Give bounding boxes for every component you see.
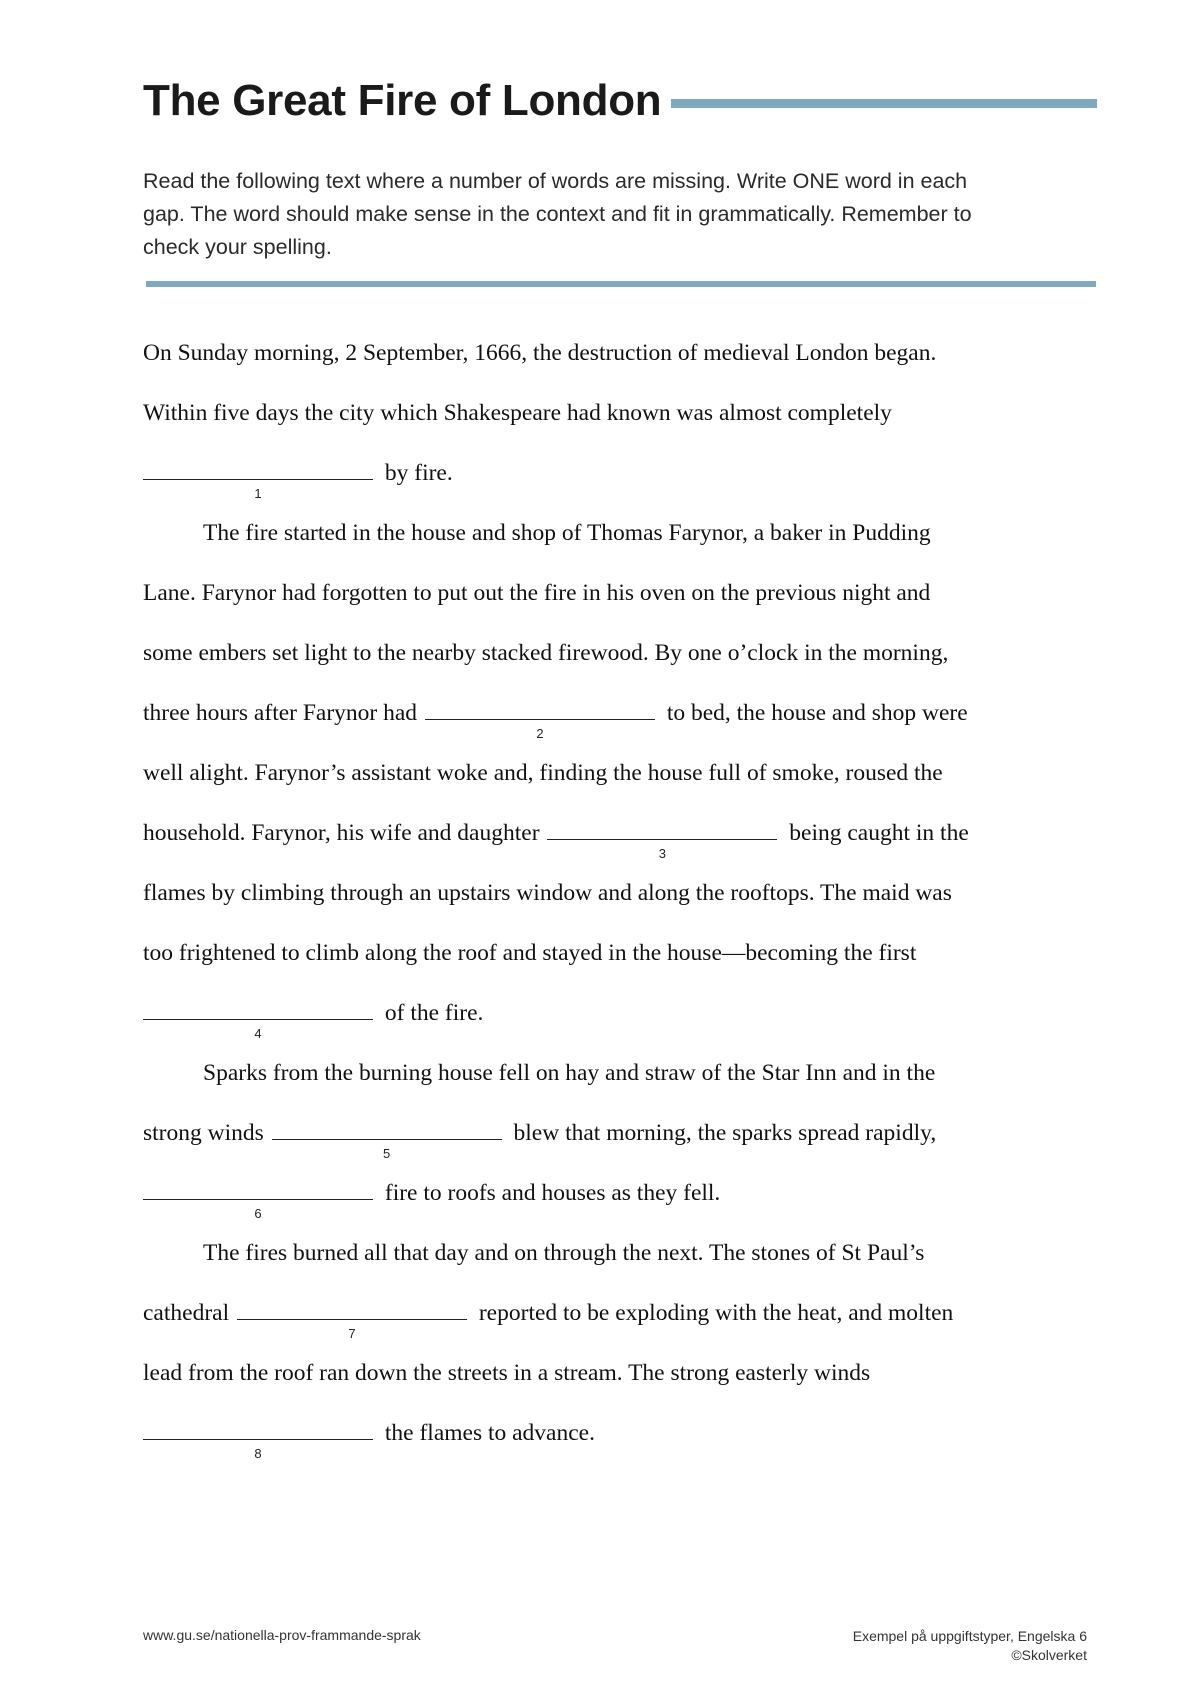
gap-number: 6: [254, 1206, 262, 1221]
text-segment: Lane. Farynor had forgotten to put out the fire in his oven on the previous night and: [143, 580, 931, 606]
text-segment: well alight. Farynor’s assistant woke and, finding the house full of smoke, roused the: [143, 760, 943, 786]
text-segment: reported to be exploding with the heat, and molten: [478, 1300, 954, 1326]
page-title: The Great Fire of London: [143, 76, 662, 125]
gap-3[interactable]: [547, 838, 777, 861]
text-segment: three hours after Farynor had: [143, 700, 418, 726]
text-segment: cathedral: [143, 1300, 230, 1326]
gap-6[interactable]: [143, 1198, 373, 1221]
text-line: [143, 580, 930, 620]
gap-8[interactable]: [143, 1438, 373, 1461]
text-line: [143, 1360, 870, 1400]
text-line: [143, 940, 916, 980]
text-line: [143, 880, 952, 920]
gap-4[interactable]: [143, 1018, 373, 1041]
gap-number: 2: [536, 726, 544, 741]
title-rule: [671, 99, 1097, 108]
instructions-line: Read the following text where a number of words are missing. Write ONE word in each: [143, 169, 968, 193]
text-line: [203, 520, 931, 560]
text-segment: flames by climbing through an upstairs window and along the rooftops. The maid was: [143, 880, 952, 906]
text-line: [143, 400, 892, 440]
title-row: [143, 76, 1097, 134]
text-segment: being caught in the: [789, 820, 969, 846]
text-line: [143, 460, 453, 500]
footer-copyright: ©Skolverket: [1011, 1647, 1087, 1663]
text-line: [143, 1300, 953, 1340]
instructions-line: check your spelling.: [143, 235, 332, 259]
text-line: [143, 340, 936, 380]
text-line: [203, 1060, 935, 1100]
text-segment: On Sunday morning, 2 September, 1666, the destruction of medieval London began.: [143, 340, 937, 366]
text-segment: blew that morning, the sparks spread rapidly,: [513, 1120, 937, 1146]
text-line: [143, 640, 948, 680]
text-segment: The fires burned all that day and on through the next. The stones of St Paul’s: [203, 1240, 925, 1266]
instructions-rule: [146, 281, 1096, 287]
gap-2[interactable]: [425, 718, 655, 741]
text-segment: The fire started in the house and shop of Thomas Farynor, a baker in Pudding: [203, 520, 931, 546]
text-segment: Sparks from the burning house fell on hay and straw of the Star Inn and in the: [203, 1060, 936, 1086]
text-line: [143, 1120, 936, 1160]
text-line: [143, 820, 969, 860]
footer-course: Exempel på uppgiftstyper, Engelska 6: [852, 1628, 1087, 1644]
footer-url[interactable]: www.gu.se/nationella-prov-frammande-sprak: [143, 1627, 421, 1643]
text-segment: Within five days the city which Shakespeare had known was almost completely: [143, 400, 892, 426]
text-segment: household. Farynor, his wife and daughter: [143, 820, 540, 846]
text-line: [143, 760, 943, 800]
text-segment: the flames to advance.: [384, 1420, 595, 1446]
text-line: [143, 1420, 595, 1460]
text-segment: of the fire.: [384, 1000, 484, 1026]
text-line: [143, 1180, 720, 1220]
gap-number: 1: [254, 486, 262, 501]
text-line: [143, 700, 968, 740]
text-line: [143, 1000, 483, 1040]
text-segment: too frightened to climb along the roof and stayed in the house—becoming the first: [143, 940, 917, 966]
text-segment: some embers set light to the nearby stacked firewood. By one o’clock in the morning,: [143, 640, 949, 666]
gap-7[interactable]: [237, 1318, 467, 1341]
text-segment: lead from the roof ran down the streets in a stream. The strong easterly winds: [143, 1360, 871, 1386]
gap-number: 3: [658, 846, 667, 861]
gap-5[interactable]: [272, 1138, 502, 1161]
instructions: [143, 165, 1093, 264]
text-line: [203, 1240, 924, 1280]
gap-number: 4: [254, 1026, 262, 1041]
text-segment: fire to roofs and houses as they fell.: [384, 1180, 721, 1206]
text-segment: to bed, the house and shop were: [666, 700, 968, 726]
gap-number: 5: [383, 1146, 391, 1161]
instructions-line: gap. The word should make sense in the context and fit in grammatically. Remember to: [143, 202, 972, 226]
gap-number: 8: [254, 1446, 262, 1461]
gap-number: 7: [348, 1326, 356, 1341]
footer-credits: [853, 1627, 1087, 1665]
text-segment: by fire.: [384, 460, 453, 486]
text-segment: strong winds: [143, 1120, 264, 1146]
gap-1[interactable]: [143, 478, 373, 501]
